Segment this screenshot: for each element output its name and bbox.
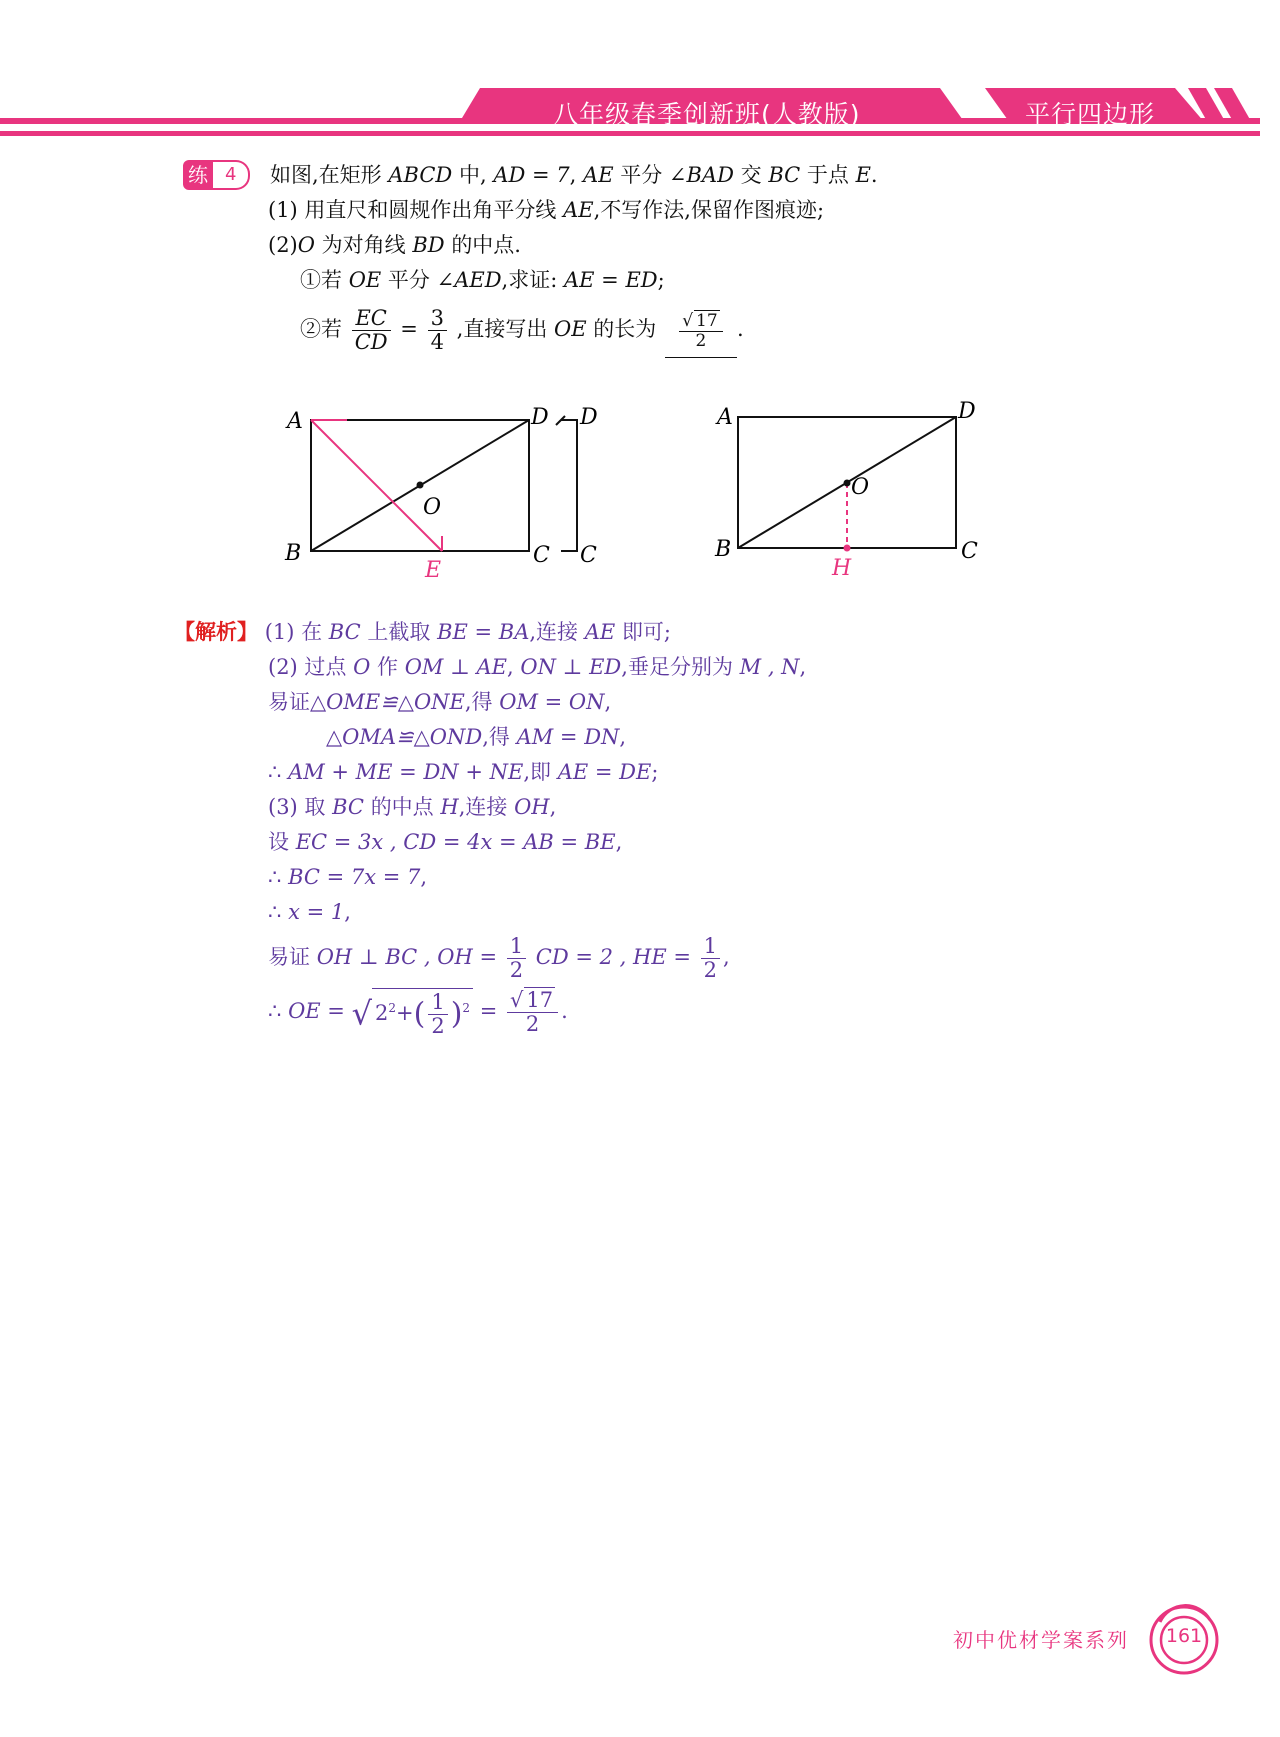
label-b-2: B: [715, 537, 732, 562]
problem-label-char: 练: [183, 160, 213, 190]
label-o-2: O: [851, 475, 870, 500]
paren-open: (: [413, 996, 426, 1032]
label-d2: D: [580, 405, 598, 430]
solution-line-7: 设 EC = 3x , CD = 4x = AB = BE,: [268, 830, 623, 854]
sqrt-sign-icon: √: [682, 311, 694, 331]
label-e: E: [425, 558, 442, 583]
label-d: D: [531, 405, 549, 430]
solution-line-9: ∴ x = 1,: [268, 900, 351, 924]
solution-line-2: (2) 过点 O 作 OM ⊥ AE, ON ⊥ ED,垂足分别为 M , N,: [268, 655, 807, 679]
footer-series: 初中优材学案系列: [953, 1628, 1129, 1652]
fraction-half-2: $\frac{1}{2}$: [701, 935, 720, 982]
label-c2: C: [580, 543, 597, 568]
ratio-3-4: $\frac{3}{4}$: [428, 307, 447, 354]
sqrt-result-icon: √: [510, 988, 524, 1012]
label-a: A: [287, 409, 303, 434]
problem-stem: 如图,在矩形 ABCD 中, AD = 7, AE 平分 ∠BAD 交 BC 于点 E.: [270, 163, 878, 187]
problem-number: 4: [213, 160, 250, 190]
series-title: 八年级春季创新班(人教版): [553, 100, 861, 129]
problem-part-2: (2)O 为对角线 BD 的中点.: [268, 233, 521, 257]
problem-label: [183, 160, 261, 190]
point-h: [844, 545, 851, 552]
solution-line-5: ∴ AM + ME = DN + NE,即 AE = DE;: [268, 760, 659, 784]
solution-line-3: 易证△OME≌△ONE,得 OM = ON,: [268, 690, 612, 714]
answer-fraction: $\frac{√ 17}{2}$: [679, 312, 722, 351]
solution-line-4: △OMA≌△OND,得 AM = DN,: [326, 725, 627, 749]
fraction-result: $\frac{√ 17}{2}$: [507, 989, 558, 1036]
label-a-2: A: [717, 405, 733, 430]
answer-blank: [665, 303, 737, 358]
solution-line-6: (3) 取 BC 的中点 H,连接 OH,: [268, 795, 557, 819]
radical-sign-icon: √: [351, 994, 372, 1033]
figure-1: [275, 390, 615, 585]
page-number: 161: [1165, 1625, 1203, 1647]
point-o-2: [844, 480, 851, 487]
ratio-ec-cd: $\frac{EC}{CD}$: [352, 307, 391, 354]
fraction-half-3: $\frac{1}{2}$: [428, 991, 447, 1038]
solution-line-10: 易证 OH ⊥ BC , OH = $\frac{1}{2}$ CD = 2 , HE = $\frac{1}{2}$ ,: [268, 934, 730, 982]
problem-subpart-2: ②若 $\frac{EC}{CD}$ = $\frac{3}{4}$ ,直接写出 OE 的长为 $\frac{√ 17}{2}$ .: [300, 302, 744, 358]
solution-line-8: ∴ BC = 7x = 7,: [268, 865, 428, 889]
paren-close: ): [450, 996, 463, 1032]
solution-label: 【解析】: [174, 620, 258, 644]
label-c: C: [533, 543, 550, 568]
label-c-2: C: [961, 539, 978, 564]
chapter-title: 平行四边形: [1025, 100, 1156, 129]
label-b: B: [285, 541, 302, 566]
problem-part-1: (1) 用直尺和圆规作出角平分线 AE,不写作法,保留作图痕迹;: [268, 198, 825, 222]
label-o: O: [423, 495, 442, 520]
problem-subpart-1: ①若 OE 平分 ∠AED,求证: AE = ED;: [300, 268, 665, 292]
point-o: [417, 482, 424, 489]
solution-line-1: 【解析】 (1) 在 BC 上截取 BE = BA,连接 AE 即可;: [174, 620, 672, 644]
label-h: H: [832, 556, 852, 581]
fraction-half-1: $\frac{1}{2}$: [507, 935, 526, 982]
compass-segment: [561, 420, 577, 551]
figure-2: [705, 390, 995, 585]
solution-line-11: ∴ OE = √ $2^2+$( $\frac{1}{2}$ )$^2$ = $\frac{√ 17}{2}$ .: [268, 982, 568, 1042]
radical-expression: √ $2^2+$( $\frac{1}{2}$ )$^2$: [352, 983, 473, 1043]
label-d-2: D: [958, 399, 976, 424]
